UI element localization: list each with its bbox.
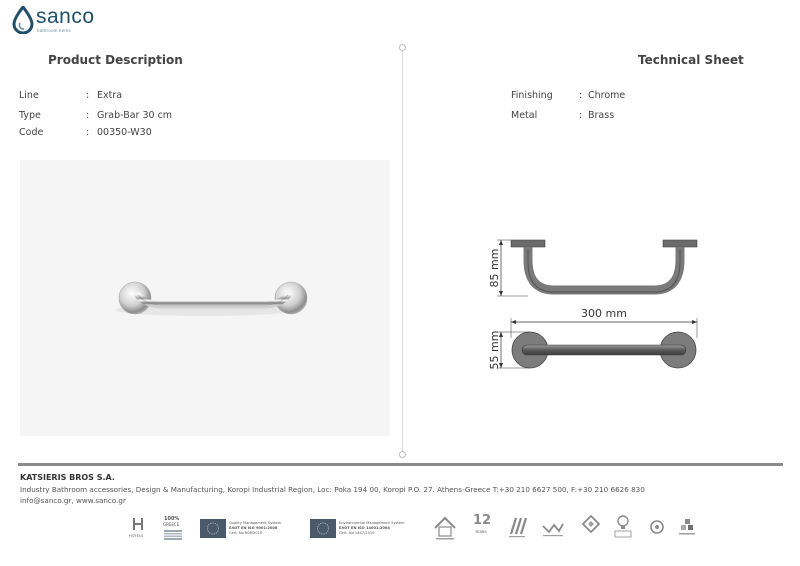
- sanco-logo: [10, 4, 120, 36]
- diamond-logo: [580, 512, 602, 546]
- grab-bar-dimension-drawing-icon: [484, 230, 716, 378]
- grab-bar-photo-icon: [20, 160, 390, 436]
- iso-14001-line2: ΕΛΟΤ EN ISO 14001:2004: [339, 526, 390, 530]
- column-divider: [402, 48, 403, 454]
- footer-contact: info@sanco.gr, www.sanco.gr: [20, 496, 126, 505]
- type-label: Type: [19, 110, 41, 121]
- brand-tagline: bathroom items: [37, 28, 71, 33]
- iso-9001-line1: Quality Management System: [229, 521, 282, 525]
- iso-9001-line2: ΕΛΟΤ EN ISO 9001:2008: [229, 526, 278, 530]
- brand-name: sanco: [36, 5, 95, 28]
- iso-9001-logo: [200, 512, 300, 546]
- metal-value: Brass: [588, 110, 615, 121]
- iso-9001-line3: Cert. No 608/2010: [229, 531, 263, 535]
- eu-flag-icon: [310, 519, 336, 538]
- iso-14001-line3: Cert. No 1447/2010: [339, 531, 375, 535]
- stripes-icon: [506, 512, 528, 540]
- hotels-logo: [128, 512, 148, 546]
- technical-drawing: [484, 230, 716, 378]
- height-dimension-label: 85 mm: [488, 248, 501, 288]
- certification-logos: [128, 512, 698, 546]
- years-logo: [472, 512, 494, 546]
- house-icon: [432, 512, 458, 542]
- greece-logo: [162, 512, 186, 546]
- divider-top-dot: [399, 44, 406, 51]
- eu-flag-icon: [200, 519, 226, 538]
- code-label: Code: [19, 127, 44, 138]
- water-drop-icon: [12, 6, 34, 34]
- footer-address: Industry Bathroom accessories, Design & Manufacturing, Koropi Industrial Region, Loc: Poka 194 00, Koropi P.O. 27. Athens-Greece T:+30 210 6627 500, F:+30 210 6626 830: [20, 485, 645, 494]
- nano-logo: [676, 512, 698, 546]
- finishing-colon: :: [579, 90, 583, 101]
- wave-logo: [540, 512, 566, 546]
- code-value: 00350-W30: [97, 127, 152, 138]
- divider-bottom-dot: [399, 451, 406, 458]
- finishing-label: Finishing: [511, 90, 553, 101]
- type-value: Grab-Bar 30 cm: [97, 110, 173, 121]
- round-badge-icon: [646, 512, 668, 540]
- footer-rule: [18, 463, 783, 466]
- technical-sheet-heading: Technical Sheet: [638, 53, 744, 67]
- line-value: Extra: [97, 90, 123, 101]
- code-colon: :: [86, 127, 90, 138]
- line-colon: :: [86, 90, 90, 101]
- years-caption: YEARS: [475, 530, 487, 534]
- iso-14001-logo: [310, 512, 420, 546]
- metal-colon: :: [579, 110, 583, 121]
- depth-dimension-label: 55 mm: [488, 330, 501, 370]
- footer-company: KATSIERIS BROS S.A.: [20, 473, 115, 482]
- round-badge-logo: [646, 512, 668, 546]
- nano-icon: [676, 512, 698, 540]
- finishing-value: Chrome: [588, 90, 626, 101]
- type-colon: :: [86, 110, 90, 121]
- greece-percent: 100%: [164, 516, 180, 522]
- iso-14001-line1: Environmental Management System: [339, 521, 405, 525]
- hotels-caption: HOTELS: [129, 534, 144, 538]
- product-photo: [20, 160, 390, 436]
- bulb-logo: [612, 512, 634, 546]
- bulb-icon: [612, 512, 634, 542]
- line-label: Line: [19, 90, 39, 101]
- years-number: 12: [473, 513, 492, 528]
- manufacturer-logo: [432, 512, 458, 546]
- diamond-icon: [580, 512, 602, 540]
- stripes-logo: [506, 512, 528, 546]
- length-dimension-label: 300 mm: [581, 307, 627, 320]
- greek-flag-icon: [164, 530, 182, 540]
- wave-icon: [540, 512, 566, 540]
- product-description-heading: Product Description: [48, 53, 183, 67]
- greece-caption: GREECE: [163, 522, 180, 527]
- metal-label: Metal: [511, 110, 538, 121]
